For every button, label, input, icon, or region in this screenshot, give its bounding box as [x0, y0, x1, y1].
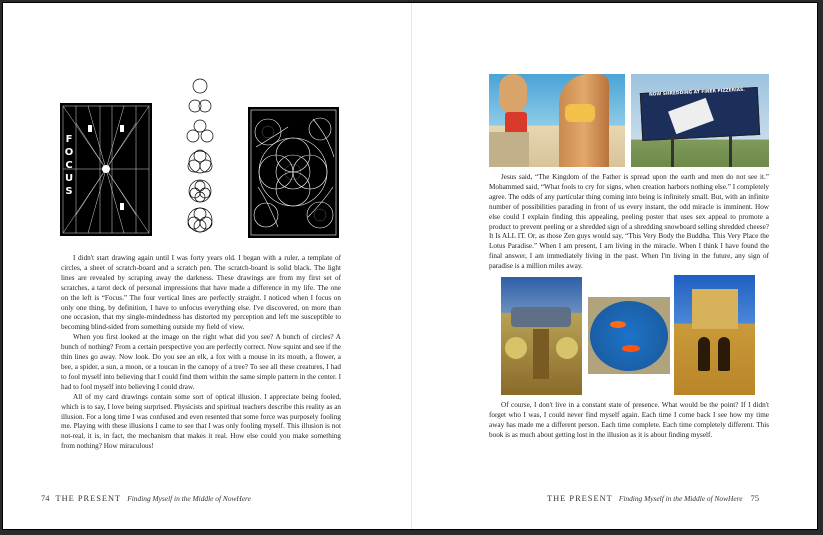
shredding-billboard-photo [631, 74, 769, 167]
peeling-poster-photo [489, 74, 625, 167]
focus-letters: FOCUS [64, 134, 74, 197]
book-spread [2, 2, 818, 530]
left-running-title: THE PRESENT [55, 494, 122, 503]
right-running-title: THE PRESENT [547, 494, 613, 503]
page-gutter [411, 3, 412, 529]
hay-bale-shadow-photo [674, 275, 755, 395]
right-paragraph-2: Of course, I don't live in a constant state of presence. What would be the point? If I didn't forget who I was, I could never find myself again. Each time I come back I see how my time away has made me a different person. Each time complete. Each time completely different. This book is as much about getting lost in the illusion as it is about finding myself. [489, 401, 769, 439]
right-page-number: 75 [750, 494, 759, 503]
left-paragraph-2: When you first looked at the image on the right what did you see? A bunch of circles? A bunch of nothing? From a certain perspective you are perfectly correct. Now squint and see if the thin lines go away. Now look. Do you see an elk, a fox with a mouse in its mouth, a flower, a bee, a spider, a sun, a moon, or a toucan in the canopy of a tree? To see all these creatures, I had to fool myself into believing that I could find them within the same simple pattern in the center. I had to fool myself into believing I could draw. [61, 333, 341, 391]
right-page-body-top [489, 173, 769, 272]
right-page-footer [547, 494, 759, 503]
right-running-subtitle: Finding Myself in the Middle of NowHere [618, 494, 743, 503]
left-page-number: 74 [41, 494, 50, 503]
left-running-subtitle: Finding Myself in the Middle of NowHere [127, 494, 251, 503]
left-page-body [61, 254, 341, 452]
creatures-scratchboard-image [248, 107, 339, 238]
billboard-caption: NOW SHREDDING AT FINER PIZZERIAS. [648, 87, 746, 98]
left-paragraph-1: I didn't start drawing again until I was forty years old. I began with a ruler, a template of circles, a sheet of scratch-board and a scratch pen. The scratch-board is solid black. The light lines are revealed by scraping away the darkness. These drawings are from my first set of scratches, a tarot deck of personal impressions that have made a difference in my life. The one on the left is “Focus.” The four vertical lines are perfectly straight. I noticed when I focus on only one thing, by definition, I have to unfocus everything else. I've discovered, on more than one occasion, that my single-mindedness has distorted my perception and left me susceptible to becoming blind-sided from something outside my field of view. [61, 254, 341, 332]
left-paragraph-3: All of my card drawings contain some sort of optical illusion. I appreciate being fooled, which is to say, I love being surprised. Physicists and spiritual teachers describe this reality as an illusion. For a long time I was confused and even resented that some force was purposely fooling me. Playing with these illusions I came to see that I was only fooling myself. This illusion is not not-real, it is, in fact, the mechanism that makes it real. How else could you make something from nothing? How miraculous! [61, 392, 341, 451]
rusty-truck-photo [501, 277, 582, 395]
circle-progression-image [178, 76, 223, 238]
right-paragraph-1: Jesus said, “The Kingdom of the Father is spread upon the earth and men do not see it.” Mohammed said, “What fools to cry for signs, when creation harbors nothing else.” I completely agree. The odds of any particular thing coming into being is infinitely small. But, with an infinite number of possibilities parading in front of us every instant, the odd miracle is imminent. How else could I explain finding this appealing, peeling poster that uses sex appeal to promote a product to prevent peeling or a shredded sign of a shredding snowboard selling shredded cheese? It Is ALL IT. Or, as those Zen guys would say, “This Very Body the Buddha. This Very Place the Lotus Paradise.” When I am present, I am living in the miracle. When I think I have found the final answer, I am immediately living in the past. When I'm living in the future, any sign of paradise is a million miles away. [489, 173, 769, 271]
focus-scratchboard-image [60, 103, 152, 236]
left-page-footer [41, 494, 251, 503]
right-page-body-bottom [489, 401, 769, 441]
goldfish-bowl-photo [588, 297, 670, 374]
